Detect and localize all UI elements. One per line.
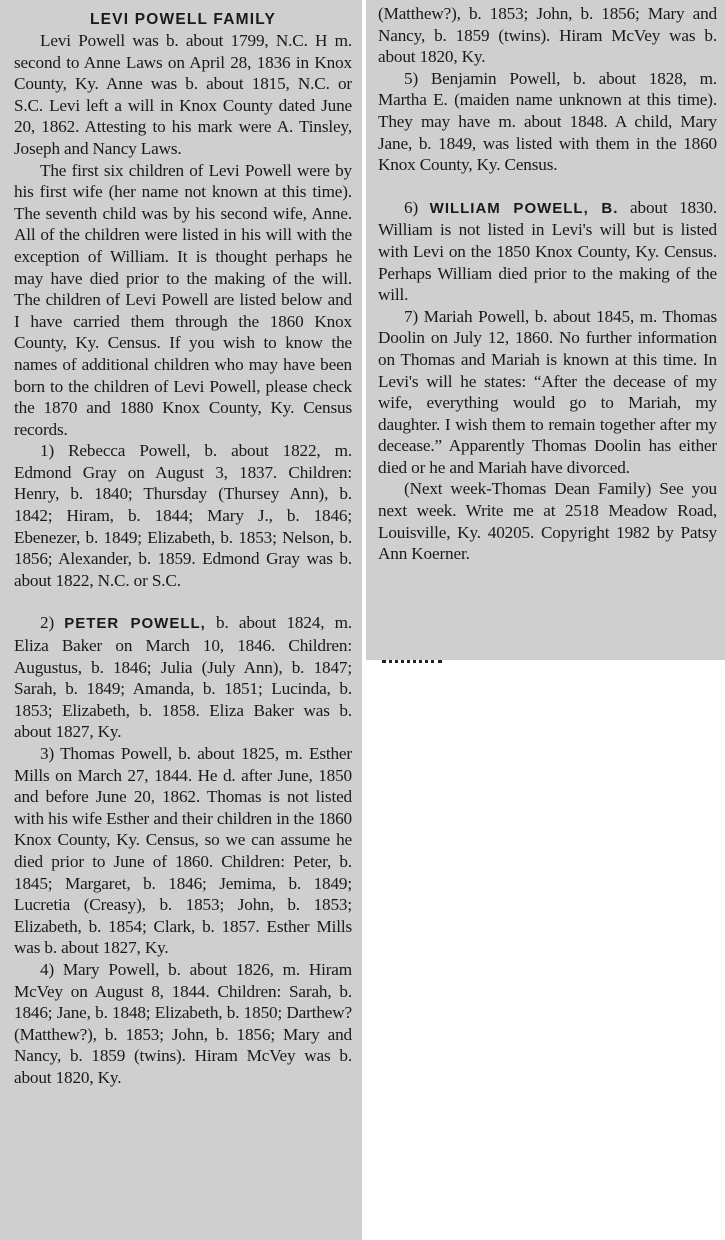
child-2-name: PETER POWELL,: [64, 615, 206, 633]
paragraph-gap: [378, 176, 717, 197]
child-3-paragraph: 3) Thomas Powell, b. about 1825, m. Esther Mills on March 27, 1844. He d. after June, 1850 and before June 20, 1862. Thomas is not listed with his wife Esther and their children in the 1860 Knox County, Ky. Census, so we can assume he died prior to June of 1860. Children: Peter, b. 1845; Margaret, b. 1846; Jemima, b. 1849; Lucretia (Creasy), b. 1853; John, b. 1853; Elizabeth, b. 1854; Clark, b. 1857. Esther Mills was b. about 1827, Ky.: [14, 744, 352, 958]
child-6-number: 6): [404, 197, 419, 217]
child-2-text: b. about 1824, m. Eliza Baker on March 10, 1846. Children: Augustus, b. 1846; Julia (July Ann), b. 1847; Sarah, b. 1849; Amanda, b. 1851; Lucinda, b. 1853; Elizabeth, b. 1858. Eliza Baker was b. about 1827, Ky.: [14, 613, 352, 742]
background-paragraph: The first six children of Levi Powell were by his first wife (her name not known at this time). The seventh child was by his second wife, Anne. All of the children were listed in his will with the exception of William. It is thought perhaps he may have died prior to the making of the will. The children of Levi Powell are listed below and I have carried them through the 1860 Knox County, Ky. Census. If you wish to know the names of additional children who may have been born to the children of Levi Powell, please check the 1870 and 1880 Knox County, Ky. Census records.: [14, 160, 352, 439]
paragraph-gap: [14, 591, 352, 612]
child-2-paragraph: [14, 612, 352, 743]
child-5-paragraph: 5) Benjamin Powell, b. about 1828, m. Martha E. (maiden name unknown at this time). They may have m. about 1848. A child, Mary Jane, b. 1849, was listed with them in the 1860 Knox County, Ky. Census.: [378, 68, 717, 175]
child-4-continued: (Matthew?), b. 1853; John, b. 1856; Mary and Nancy, b. 1859 (twins). Hiram McVey was b. about 1820, Ky.: [378, 4, 717, 67]
child-6-paragraph: [378, 197, 717, 306]
child-6-text: about 1830. William is not listed in Levi's will but is listed with Levi on the 1850 Knox County, Ky. Census. Perhaps William died prior to the making of the will.: [378, 197, 718, 305]
child-1-paragraph: 1) Rebecca Powell, b. about 1822, m. Edmond Gray on August 3, 1837. Children: Henry, b. 1840; Thursday (Thursey Ann), b. 1842; Hiram, b. 1844; Mary J., b. 1846; Ebenezer, b. 1849; Elizabeth, b. 1853; Nelson, b. 1856; Alexander, b. 1859. Edmond Gray was b. about 1822, N.C. or S.C.: [14, 441, 352, 590]
right-column: [366, 0, 725, 660]
child-7-paragraph: 7) Mariah Powell, b. about 1845, m. Thomas Doolin on July 12, 1860. No further information on Thomas and Mariah is known at this time. In Levi's will he states: “After the decease of my wife, everything would go to Mariah, my daughter. I wish them to remain together after my decease.” Apparently Thomas Doolin has either died or he and Mariah have divorced.: [378, 306, 717, 477]
left-column: [0, 0, 362, 1240]
clipping-edge-fragment: [382, 660, 442, 669]
intro-paragraph: Levi Powell was b. about 1799, N.C. H m. second to Anne Laws on April 28, 1836 in Knox County, Ky. Anne was b. about 1815, N.C. or S.C. Levi left a will in Knox County dated June 20, 1862. Attesting to his mark were A. Tinsley, Joseph and Nancy Laws.: [14, 31, 352, 158]
child-6-name: WILLIAM POWELL, B.: [429, 199, 619, 217]
child-2-number: 2): [40, 613, 55, 633]
article-headline: LEVI POWELL FAMILY: [89, 11, 277, 28]
next-week-paragraph: (Next week-Thomas Dean Family) See you next week. Write me at 2518 Meadow Road, Louisville, Ky. 40205. Copyright 1982 by Patsy Ann Koerner.: [378, 479, 717, 564]
child-4-paragraph: 4) Mary Powell, b. about 1826, m. Hiram McVey on August 8, 1844. Children: Sarah, b. 1846; Jane, b. 1848; Elizabeth, b. 1850; Darthew? (Matthew?), b. 1853; John, b. 1856; Mary and Nancy, b. 1859 (twins). Hiram McVey was b. about 1820, Ky.: [14, 959, 352, 1087]
